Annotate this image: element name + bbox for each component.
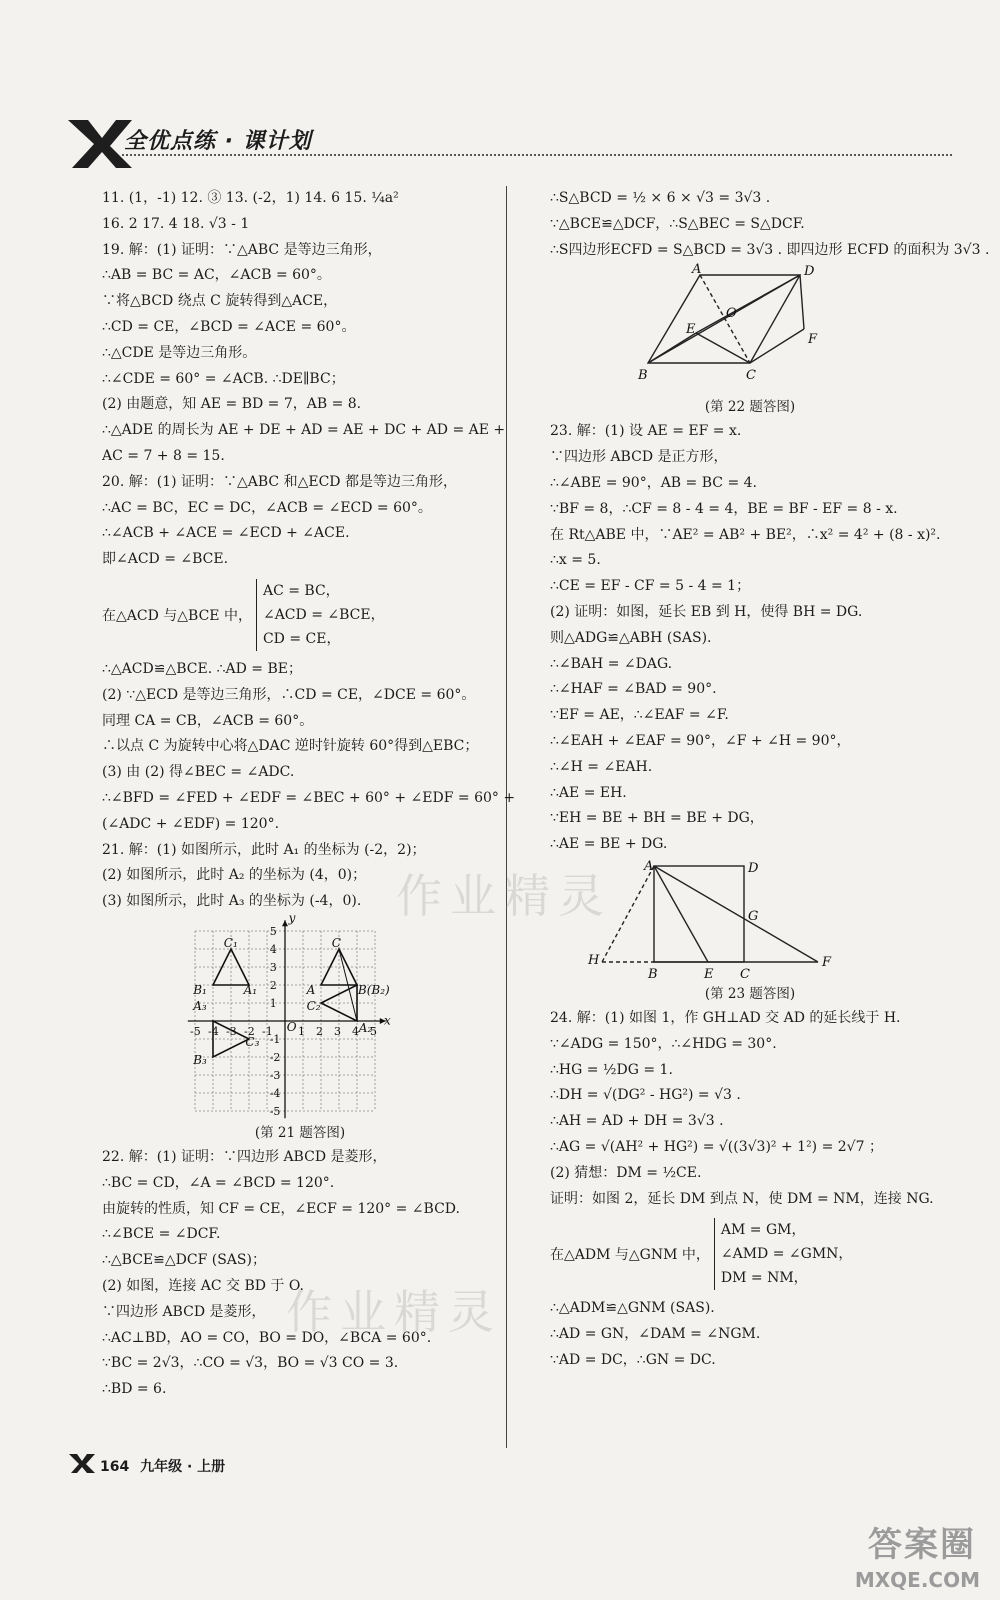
system-row: ∠AMD = ∠GMN，: [720, 1246, 853, 1263]
answer-line: 20. 解：(1) 证明：∵△ABC 和△ECD 都是等边三角形，: [102, 473, 457, 490]
answer-line: ∴CE = EF - CF = 5 - 4 = 1；: [550, 578, 751, 595]
y-tick-label: -5: [269, 1104, 281, 1118]
system-lead: 在△ACD 与△BCE 中，: [102, 607, 252, 624]
y-arrow-icon: [282, 920, 288, 926]
answer-line: ∴x = 5.: [550, 552, 601, 569]
system-row: AC = BC，: [262, 582, 340, 599]
watermark: 作业精灵: [286, 1285, 502, 1339]
segment-be: [648, 333, 696, 363]
answer-line: ∴∠CDE = 60° = ∠ACB. ∴DE∥BC；: [102, 370, 345, 387]
answer-line: 23. 解：(1) 设 AE = EF = x.: [550, 423, 742, 440]
answer-line: ∴△ACD≌△BCE. ∴AD = BE；: [102, 660, 302, 677]
segment-df: [800, 275, 804, 329]
x-tick-label: -3: [226, 1024, 237, 1038]
label-d: D: [804, 264, 815, 280]
point-label: A₂: [358, 1020, 373, 1035]
x-tick-label: 5: [370, 1024, 377, 1038]
page-number: 164: [100, 1459, 130, 1475]
segment-ed: [696, 275, 800, 333]
answer-line: ∴∠ACB + ∠ACE = ∠ECD + ∠ACE.: [102, 525, 350, 542]
answer-line: ∴△BCE≌△DCF (SAS)；: [102, 1252, 266, 1269]
answer-line: 22. 解：(1) 证明：∵四边形 ABCD 是菱形，: [102, 1148, 387, 1165]
segment-ae: [654, 866, 708, 962]
answer-line: (3) 如图所示，此时 A₃ 的坐标为 (-4，0).: [102, 893, 362, 910]
label-e: E: [686, 322, 696, 338]
answer-block-23: [550, 419, 950, 858]
grade-label: 九年级 · 上册: [140, 1459, 226, 1475]
answer-line: 11. (1，-1) 12. ③ 13. (-2，1) 14. 6 15. ¼a²: [102, 190, 399, 206]
site-badge-name: 答案圈: [868, 1525, 976, 1565]
answer-line: ∴∠BCE = ∠DCF.: [102, 1226, 221, 1243]
header-rule: [122, 154, 952, 156]
brand-logo-icon: [68, 1452, 96, 1474]
answer-line: ∵EF = AE，∴∠EAF = ∠F.: [550, 707, 729, 724]
answer-line: ∴AH = AD + DH = 3√3 .: [550, 1113, 724, 1130]
answer-line: ∴∠ABE = 90°，AB = BC = 4.: [550, 474, 757, 491]
x-tick-label: 4: [352, 1024, 359, 1038]
segment-af: [654, 866, 818, 962]
answer-line: ∵四边形 ABCD 是菱形，: [102, 1303, 266, 1320]
label-a: A: [692, 263, 702, 278]
answer-line: (2) 猜想：DM = ½CE.: [550, 1164, 702, 1181]
y-tick-label: 4: [269, 942, 277, 956]
answer-line: (2) ∵△ECD 是等边三角形，∴CD = CE，∠DCE = 60°。: [102, 686, 476, 703]
caption-23: (第 23 题答图): [704, 985, 796, 1002]
answer-line: ∵AD = DC，∴GN = DC.: [550, 1351, 716, 1368]
label-e: E: [704, 966, 714, 982]
answer-line: ∴AG = √(AH² + HG²) = √((3√3)² + 1²) = 2√7 ；: [550, 1138, 883, 1155]
system-brace: [714, 1218, 853, 1290]
answer-line: (2) 如图所示，此时 A₂ 的坐标为 (4，0)；: [102, 867, 367, 884]
point-label: x: [384, 1013, 391, 1028]
y-tick-label: 2: [269, 978, 277, 992]
answer-line: ∴AC = BC，EC = DC，∠ACB = ∠ECD = 60°。: [102, 499, 432, 516]
x-tick-label: -2: [244, 1024, 255, 1038]
answer-line: ∵EH = BE + BH = BE + DG，: [550, 810, 764, 827]
answer-block-24: [550, 1006, 950, 1212]
page-header: [66, 110, 946, 170]
answer-line: (2) 如图，连接 AC 交 BD 于 O.: [102, 1277, 304, 1294]
answer-line: ∴∠EAH + ∠EAF = 90°，∠F + ∠H = 90°，: [550, 732, 851, 749]
label-b: B: [638, 368, 648, 384]
answer-line: AC = 7 + 8 = 15.: [102, 447, 225, 464]
system-lead: 在△ADM 与△GNM 中，: [550, 1247, 710, 1264]
answer-line: ∴CD = CE，∠BCD = ∠ACE = 60°。: [102, 318, 356, 335]
caption-21: (第 21 题答图): [254, 1124, 346, 1141]
y-tick-label: 3: [269, 960, 277, 974]
point-label: A₃: [193, 999, 207, 1014]
x-tick-label: -5: [190, 1024, 201, 1038]
x-tick-label: 1: [298, 1024, 305, 1038]
answer-line: 21. 解：(1) 如图所示，此时 A₁ 的坐标为 (-2，2)；: [102, 841, 426, 858]
right-column: [550, 186, 990, 1374]
label-f: F: [822, 954, 832, 970]
answer-line: ∴BC = CD，∠A = ∠BCD = 120°.: [102, 1174, 335, 1191]
site-badge-url: MXQE.COM: [854, 1568, 980, 1592]
point-label: C₂: [306, 999, 321, 1014]
point-label: B(B₂): [357, 982, 390, 997]
label-c: C: [740, 966, 750, 982]
answer-line: ∴AD = GN，∠DAM = ∠NGM.: [550, 1326, 761, 1343]
answer-line: 24. 解：(1) 如图 1，作 GH⊥AD 交 AD 的延长线于 H.: [550, 1009, 901, 1026]
label-c: C: [746, 368, 756, 384]
answer-line: 由旋转的性质，知 CF = CE，∠ECF = 120° = ∠BCD.: [102, 1200, 460, 1217]
segment-fc: [750, 329, 804, 363]
answer-line: ∴S四边形ECFD = S△BCD = 3√3 . 即四边形 ECFD 的面积为 3√3 .: [550, 241, 990, 258]
answer-line: ∴AC⊥BD，AO = CO，BO = DO，∠BCA = 60°.: [102, 1329, 432, 1346]
system-row: AM = GM，: [720, 1222, 806, 1239]
answer-line: ∵△BCE≌△DCF，∴S△BEC = S△DCF.: [550, 215, 805, 232]
answer-line: ∵BF = 8，∴CF = 8 - 4 = 4，BE = BF - EF = 8 - x.: [550, 500, 898, 517]
answer-line: ∵BC = 2√3，∴CO = √3，BO = √3 CO = 3.: [102, 1355, 399, 1372]
y-tick-label: 1: [269, 996, 277, 1010]
label-o: O: [726, 306, 737, 322]
answer-line: ∴S△BCD = ½ × 6 × √3 = 3√3 .: [550, 190, 771, 206]
answer-line: 16. 2 17. 4 18. √3 - 1: [102, 215, 250, 232]
point-label: A₁: [243, 982, 258, 997]
answer-line: 在 Rt△ABE 中，∵AE² = AB² + BE²，∴x² = 4² + (8 - x)².: [550, 526, 941, 543]
y-tick-label: 5: [269, 924, 277, 938]
figure-22: [550, 263, 950, 395]
condition-system-20: [102, 579, 498, 651]
answer-line: (2) 由题意，知 AE = BD = 7，AB = 8.: [102, 396, 362, 413]
label-b: B: [648, 966, 658, 982]
answer-line: (2) 证明：如图，延长 EB 到 H，使得 BH = DG.: [550, 603, 863, 620]
x-tick-label: -1: [262, 1024, 273, 1038]
point-label: C₃: [245, 1035, 260, 1050]
x-tick-label: 2: [316, 1024, 323, 1038]
label-g: G: [748, 908, 759, 924]
answer-line: 即∠ACD = ∠BCE.: [102, 551, 229, 568]
answer-line: ∴△ADM≌△GNM (SAS).: [550, 1300, 715, 1317]
answer-line: ∴HG = ½DG = 1.: [550, 1061, 673, 1078]
answer-line: ∴△ADE 的周长为 AE + DE + AD = AE + DC + AD = AE +: [102, 422, 506, 439]
answer-line: ∴BD = 6.: [102, 1381, 167, 1398]
point-label: A: [306, 982, 316, 997]
figure-21-graph: [102, 915, 498, 1121]
answer-line: ∵四边形 ABCD 是正方形，: [550, 449, 728, 466]
point-label: B₁: [193, 982, 207, 997]
label-h: H: [588, 952, 600, 968]
system-brace: [256, 579, 385, 651]
point-label: O: [286, 1019, 297, 1034]
answer-block-19-20: [102, 186, 506, 573]
system-row: CD = CE，: [262, 630, 341, 647]
system-row: ∠ACD = ∠BCE，: [262, 606, 385, 623]
answer-line: ∵∠ADG = 150°，∴∠HDG = 30°.: [550, 1035, 777, 1052]
answer-line: (∠ADC + ∠EDF) = 120°.: [102, 815, 280, 832]
answer-line: 则△ADG≌△ABH (SAS).: [550, 629, 712, 646]
x-tick-label: 3: [334, 1024, 341, 1038]
answer-line: ∴AE = EH.: [550, 784, 627, 801]
point-label: C₁: [223, 936, 238, 951]
column-divider: [506, 186, 507, 1448]
answer-line: ∴∠BAH = ∠DAG.: [550, 655, 673, 672]
answer-line: ∴∠HAF = ∠BAD = 90°.: [550, 681, 717, 698]
point-label: B₃: [193, 1053, 207, 1068]
caption-22: (第 22 题答图): [704, 399, 796, 416]
figure-22-graph: [550, 263, 950, 395]
page-footer: [70, 1456, 225, 1476]
answer-line: ∴AB = BC = AC，∠ACB = 60°。: [102, 267, 331, 284]
answer-line: 证明：如图 2，延长 DM 到点 N，使 DM = NM，连接 NG.: [550, 1190, 934, 1207]
system-row: DM = NM，: [720, 1270, 808, 1287]
answer-block-22-cont: [550, 186, 990, 263]
answer-line: ∵将△BCD 绕点 C 旋转得到△ACE，: [102, 293, 338, 310]
answer-block-24-cont: [550, 1296, 950, 1373]
square-abcd: [654, 866, 744, 962]
answer-line: ∴以点 C 为旋转中心将△DAC 逆时针旋转 60°得到△EBC；: [102, 738, 479, 755]
label-a: A: [644, 858, 654, 874]
answer-line: ∴DH = √(DG² - HG²) = √3 .: [550, 1087, 741, 1104]
point-label: C: [331, 936, 341, 951]
header-title: 全优点练 · 课计划: [124, 129, 312, 154]
point-label: y: [288, 914, 296, 925]
y-tick-label: -1: [269, 1032, 281, 1046]
answer-block-22: [102, 1145, 498, 1403]
answer-line: ∴∠H = ∠EAH.: [550, 758, 653, 775]
x-tick-label: -4: [208, 1024, 219, 1038]
watermark: 作业精灵: [396, 869, 612, 923]
figure-21: [102, 915, 498, 1121]
y-tick-label: -3: [269, 1068, 281, 1082]
answer-line: (3) 由 (2) 得∠BEC = ∠ADC.: [102, 764, 295, 781]
label-f: F: [808, 332, 818, 348]
y-tick-label: -4: [269, 1086, 281, 1100]
answer-line: ∴∠BFD = ∠FED + ∠EDF = ∠BEC + 60° + ∠EDF = 60° +: [102, 789, 516, 806]
answer-line: ∴AE = BE + DG.: [550, 836, 668, 853]
answer-line: 19. 解：(1) 证明：∵△ABC 是等边三角形，: [102, 241, 382, 258]
label-d: D: [748, 860, 759, 876]
condition-system-24: [550, 1218, 950, 1290]
answer-line: ∴△CDE 是等边三角形。: [102, 344, 257, 361]
answer-line: 同理 CA = CB，∠ACB = 60°。: [102, 712, 314, 729]
y-tick-label: -2: [269, 1050, 281, 1064]
